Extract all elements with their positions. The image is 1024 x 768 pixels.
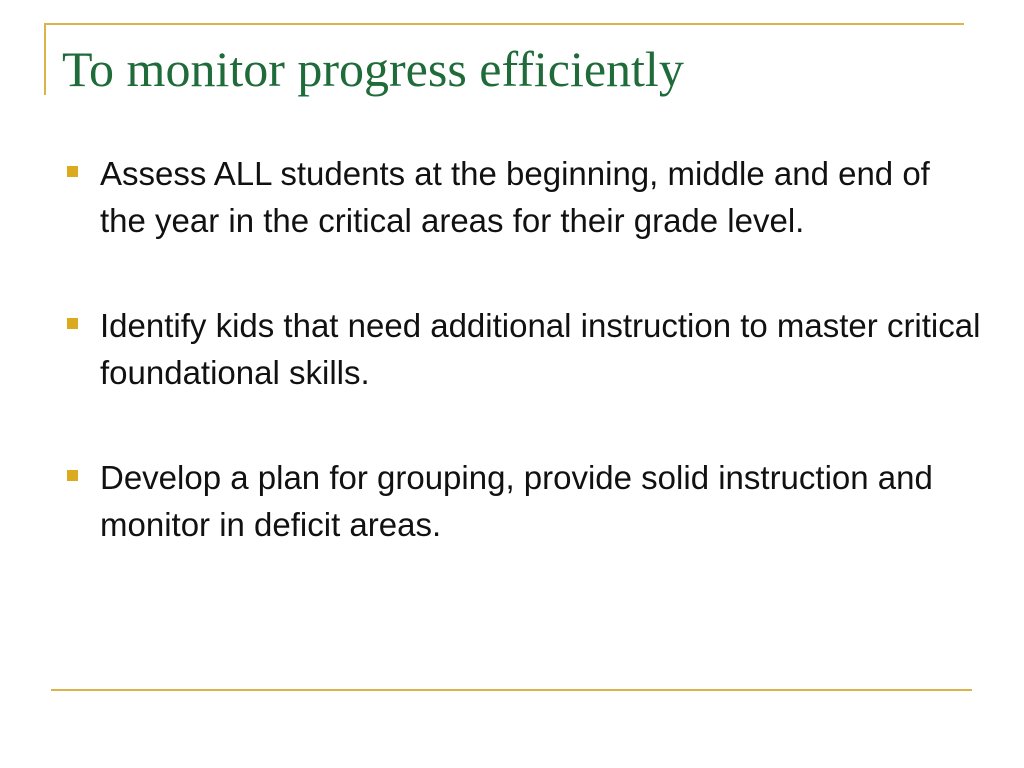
title-frame-top-rule (44, 23, 964, 25)
bullet-item (62, 150, 982, 244)
title-frame-left-rule (44, 23, 46, 95)
square-bullet-icon (67, 318, 78, 329)
slide-title: To monitor progress efficiently (62, 41, 684, 97)
footer-divider (51, 689, 972, 691)
square-bullet-icon (67, 166, 78, 177)
bullet-text: Develop a plan for grouping, provide solid instruction and monitor in deficit areas. (100, 459, 933, 543)
bullet-text: Assess ALL students at the beginning, middle and end of the year in the critical areas for their grade level. (100, 155, 930, 239)
bullet-item (62, 302, 982, 396)
bullet-list (62, 150, 982, 606)
bullet-text: Identify kids that need additional instruction to master critical foundational skills. (100, 307, 981, 391)
square-bullet-icon (67, 470, 78, 481)
bullet-item (62, 454, 982, 548)
